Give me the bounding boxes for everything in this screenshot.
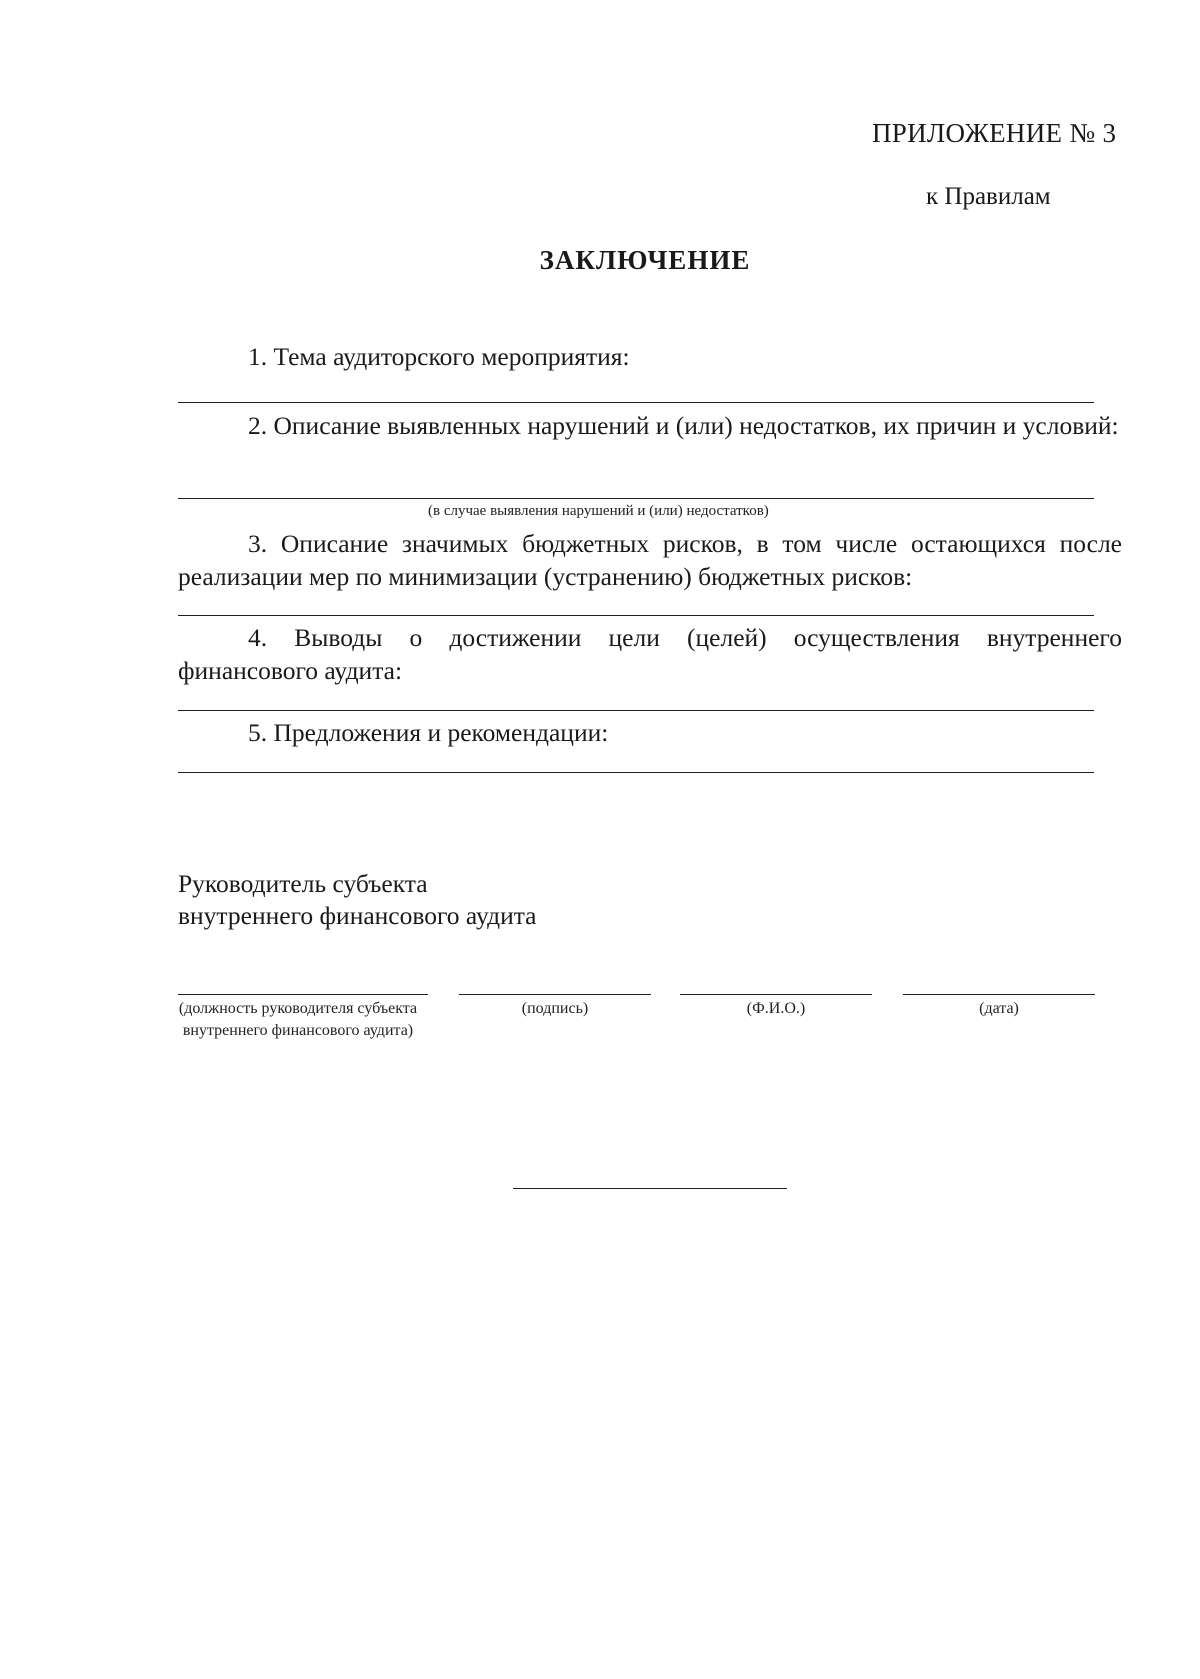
section-4-text: 4. Выводы о достижении цели (целей) осуществления внутреннего финансового аудита: xyxy=(178,623,1122,685)
section-2-blank-line[interactable] xyxy=(178,498,1094,499)
name-caption: (Ф.И.О.) xyxy=(746,1000,806,1017)
appendix-number: ПРИЛОЖЕНИЕ № 3 xyxy=(872,118,1117,148)
section-2-text: 2. Описание выявленных нарушений и (или) недостатков, их причин и условий: xyxy=(248,411,1119,440)
section-4-blank-line[interactable] xyxy=(178,710,1094,711)
section-2-note: (в случае выявления нарушений и (или) недостатков) xyxy=(428,503,769,519)
document-title: ЗАКЛЮЧЕНИЕ xyxy=(539,245,751,275)
section-5-blank-line[interactable] xyxy=(178,772,1094,773)
signature-heading-line-2: внутреннего финансового аудита xyxy=(178,901,537,930)
position-caption: (должность руководителя субъекта внутреннего финансового аудита) xyxy=(178,1000,418,1039)
section-5-text: 5. Предложения и рекомендации: xyxy=(248,718,609,747)
section-1-text: 1. Тема аудиторского мероприятия: xyxy=(248,342,630,371)
signature-heading xyxy=(178,868,537,932)
signature-caption: (подпись) xyxy=(521,1000,589,1017)
date-caption: (дата) xyxy=(979,1000,1019,1017)
signature-heading-line-1: Руководитель субъекта xyxy=(178,869,428,898)
name-signature-line[interactable] xyxy=(680,994,872,995)
signature-line[interactable] xyxy=(459,994,651,995)
closing-separator-line xyxy=(513,1188,787,1189)
section-3-blank-line[interactable] xyxy=(178,615,1094,616)
date-signature-line[interactable] xyxy=(903,994,1095,995)
section-1-blank-line[interactable] xyxy=(178,402,1094,403)
section-3-text: 3. Описание значимых бюджетных рисков, в том числе остающихся после реализации мер по минимизации (устранению) бюджетных рисков: xyxy=(178,529,1122,591)
appendix-reference: к Правилам xyxy=(926,183,1051,210)
position-signature-line[interactable] xyxy=(178,994,428,995)
